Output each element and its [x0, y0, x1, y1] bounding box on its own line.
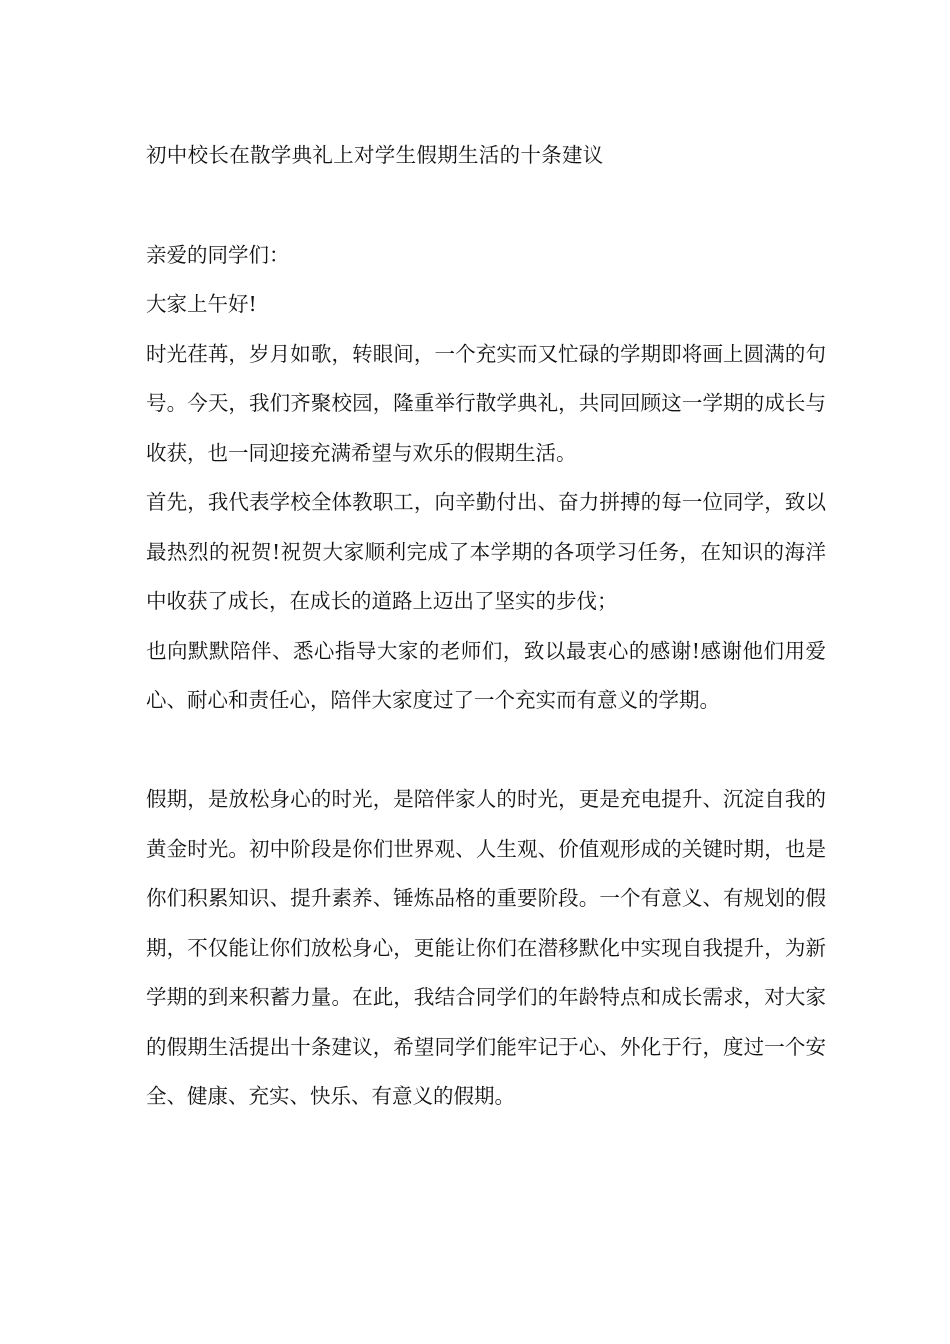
document-body [146, 131, 826, 1122]
paragraph-congratulations: 首先，我代表学校全体教职工，向辛勤付出、奋力拼搏的每一位同学，致以最热烈的祝贺!祝贺大家顺利完成了本学期的各项学习任务，在知识的海洋中收获了成长，在成长的道路上迈出了坚实的步伐； [146, 490, 826, 613]
paragraph-holiday-intro: 假期，是放松身心的时光，是陪伴家人的时光，更是充电提升、沉淀自我的黄金时光。初中阶段是你们世界观、人生观、价值观形成的关键时期，也是你们积累知识、提升素养、锤炼品格的重要阶段。一个有意义、有规划的假期，不仅能让你们放松身心，更能让你们在潜移默化中实现自我提升，为新学期的到来积蓄力量。在此，我结合同学们的年龄特点和成长需求，对大家的假期生活提出十条建议，希望同学们能牢记于心、外化于行，度过一个安全、健康、充实、快乐、有意义的假期。 [146, 787, 826, 1108]
paragraph-spacer [146, 726, 826, 776]
salutation: 亲爱的同学们： [146, 242, 290, 267]
greeting: 大家上午好! [146, 292, 257, 316]
document-title: 初中校长在散学典礼上对学生假期生活的十条建议 [146, 143, 604, 167]
paragraph-opening: 时光荏苒，岁月如歌，转眼间，一个充实而又忙碌的学期即将画上圆满的句号。今天，我们齐聚校园，隆重举行散学典礼，共同回顾这一学期的成长与收获，也一同迎接充满希望与欢乐的假期生活。 [146, 341, 826, 465]
paragraph-thanks-teachers: 也向默默陪伴、悉心指导大家的老师们，致以最衷心的感谢!感谢他们用爱心、耐心和责任心，陪伴大家度过了一个充实而有意义的学期。 [146, 638, 826, 712]
